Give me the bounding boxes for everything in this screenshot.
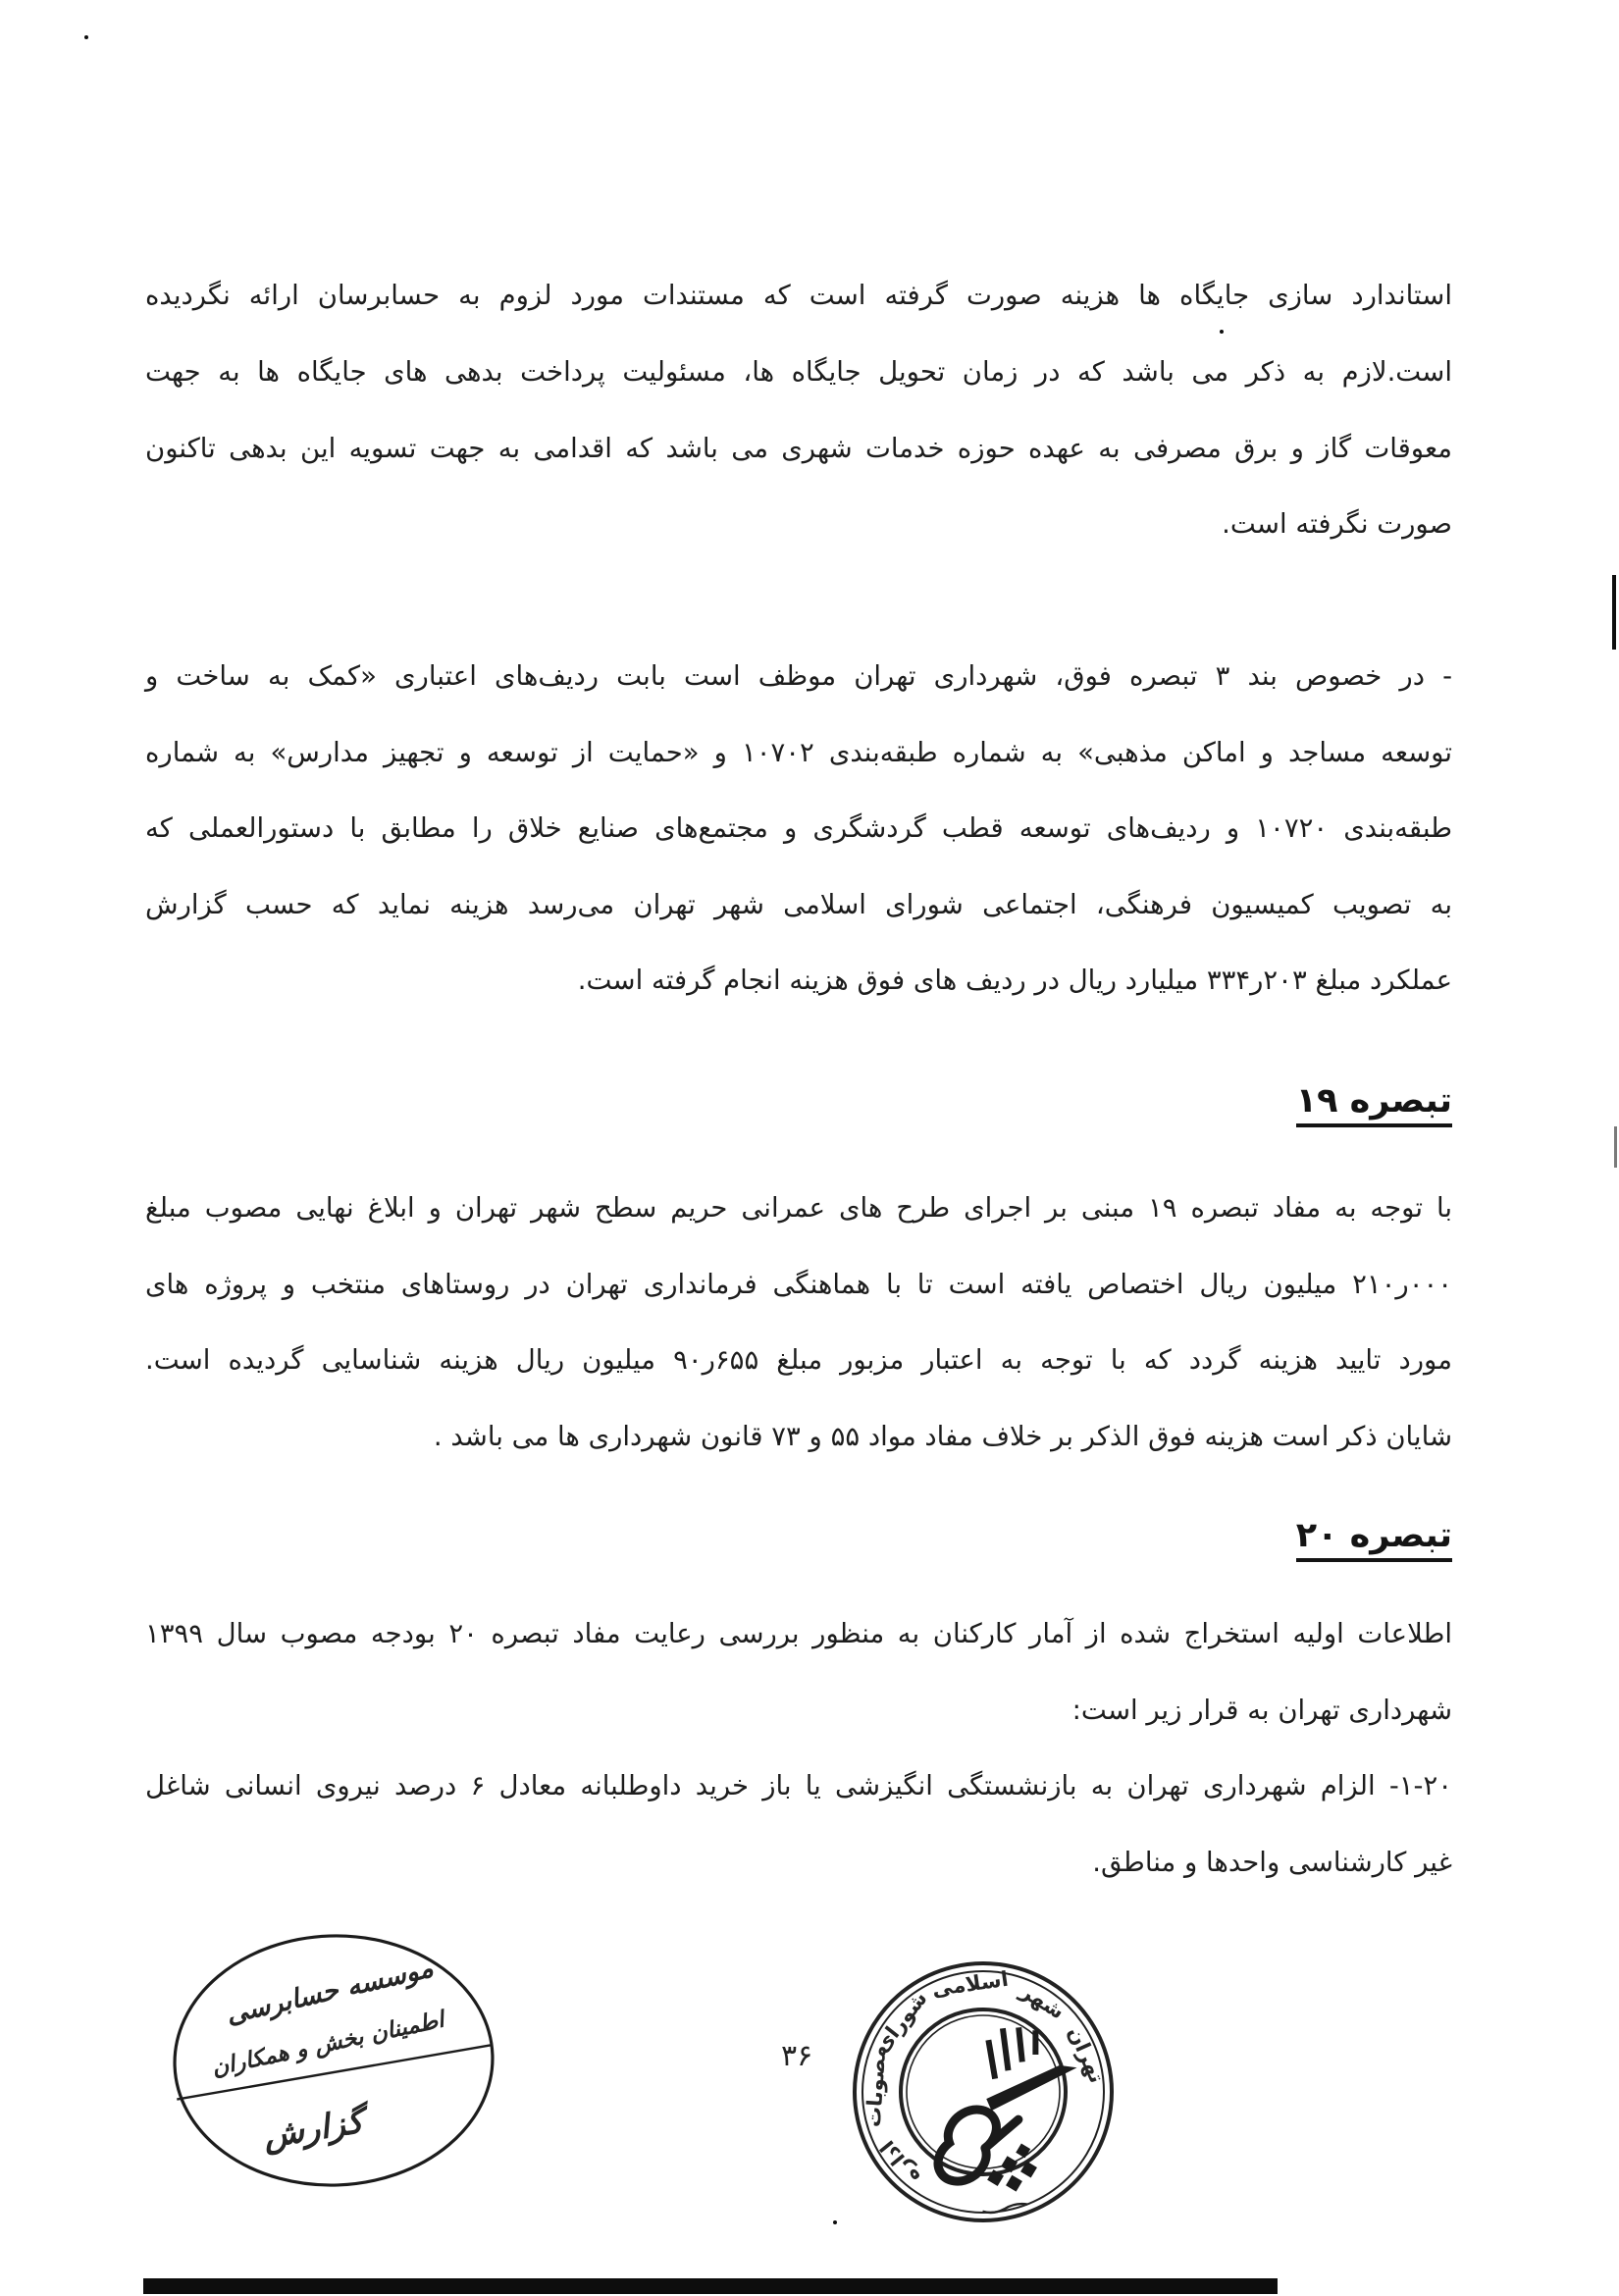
council-stamp	[836, 1945, 1130, 2239]
body-line: توسعه مساجد و اماکن مذهبی» به شماره طبقه‌بندی ۱۰۷۰۲ و «حمایت از توسعه و تجهیز مدارس» به شماره	[145, 737, 1453, 768]
body-line: صورت نگرفته است.	[1222, 508, 1452, 540]
scan-artifact-dot	[833, 2220, 837, 2224]
scan-artifact-edge-line	[1614, 1126, 1617, 1168]
auditor-stamp	[165, 1931, 503, 2211]
body-line: طبقه‌بندی ۱۰۷۲۰ و ردیف‌های توسعه قطب گردشگری و مجتمع‌های صنایع خلاق را مطابق با دستورالعملی که	[145, 812, 1452, 844]
council-stamp-word-eslami: اسلامی	[930, 1966, 1011, 2002]
section-heading-tabsare-20: تبصره ۲۰	[1296, 1516, 1452, 1562]
scan-artifact-dot	[84, 35, 88, 39]
council-stamp-word-shahr: شهر	[1016, 1978, 1070, 2024]
body-line: - در خصوص بند ۳ تبصره فوق، شهرداری تهران موظف است بابت ردیف‌های اعتباری «کمک به ساخت و	[145, 660, 1452, 692]
auditor-stamp-text-2: اطمینان بخش و همکاران	[209, 2007, 446, 2082]
auditor-stamp-text-3: گزارش	[260, 2102, 366, 2157]
council-stamp-word-edare: اداره	[875, 2135, 925, 2189]
body-line: مورد تایید هزینه گردد که با توجه به اعتبار مزبور مبلغ ۶۵۵ر۹۰ میلیون ریال هزینه شناسایی گردیده است.	[145, 1344, 1452, 1376]
body-line: با توجه به مفاد تبصره ۱۹ مبنی بر اجرای طرح های عمرانی حریم سطح شهر تهران و ابلاغ نهایی مصوب مبلغ	[145, 1192, 1453, 1224]
body-line: غیر کارشناسی واحدها و مناطق.	[1092, 1847, 1452, 1878]
scan-artifact-edge-line	[1612, 575, 1616, 650]
body-line: ۱-۲۰- الزام شهرداری تهران به بازنشستگی انگیزشی یا باز خرید داوطلبانه معادل ۶ درصد نیروی انسانی شاغل	[145, 1770, 1453, 1801]
scan-artifact-dot	[1220, 330, 1224, 334]
body-line: شهرداری تهران به قرار زیر است:	[1071, 1695, 1452, 1726]
body-line: به تصویب کمیسیون فرهنگی، اجتماعی شورای اسلامی شهر تهران می‌رسد هزینه نماید که حسب گزارش	[145, 889, 1452, 920]
page-number: ۳۶	[781, 2039, 813, 2073]
body-line: معوقات گاز و برق مصرفی به عهده حوزه خدمات شهری می باشد که اقدامی به جهت تسویه این بدهی تاکنون	[145, 433, 1452, 464]
body-line: ۰۰۰ر۲۱۰ میلیون ریال اختصاص یافته است تا با هماهنگی فرمانداری تهران در روستاهای منتخب و پروژه های	[145, 1269, 1452, 1300]
body-line: استاندارد سازی جایگاه ها هزینه صورت گرفته است که مستندات مورد لزوم به حسابرسان ارائه نگردیده	[145, 280, 1452, 311]
council-stamp-word-mosavabat: مصوبات	[861, 2044, 891, 2128]
body-line: عملکرد مبلغ ۲۰۳ر۳۳۴ میلیارد ریال در ردیف های فوق هزینه انجام گرفته است.	[577, 965, 1452, 996]
body-line: است.لازم به ذکر می باشد که در زمان تحویل جایگاه ها، مسئولیت پرداخت بدهی های جایگاه ها به جهت	[145, 356, 1452, 388]
auditor-stamp-text-1: موسسه حسابرسی	[223, 1953, 437, 2031]
council-stamp-word-tehran: تهران	[1063, 2023, 1110, 2087]
section-heading-tabsare-19: تبصره ۱۹	[1296, 1081, 1452, 1127]
body-line: شایان ذکر است هزینه فوق الذکر بر خلاف مفاد مواد ۵۵ و ۷۳ قانون شهرداری ها می باشد .	[433, 1421, 1452, 1452]
scan-artifact-bottom-bar	[143, 2278, 1278, 2294]
council-stamp-word-shora: شورای	[869, 1986, 932, 2058]
body-line: اطلاعات اولیه استخراج شده از آمار کارکنان به منظور بررسی رعایت مفاد تبصره ۲۰ بودجه مصوب سال ۱۳۹۹	[145, 1618, 1453, 1649]
